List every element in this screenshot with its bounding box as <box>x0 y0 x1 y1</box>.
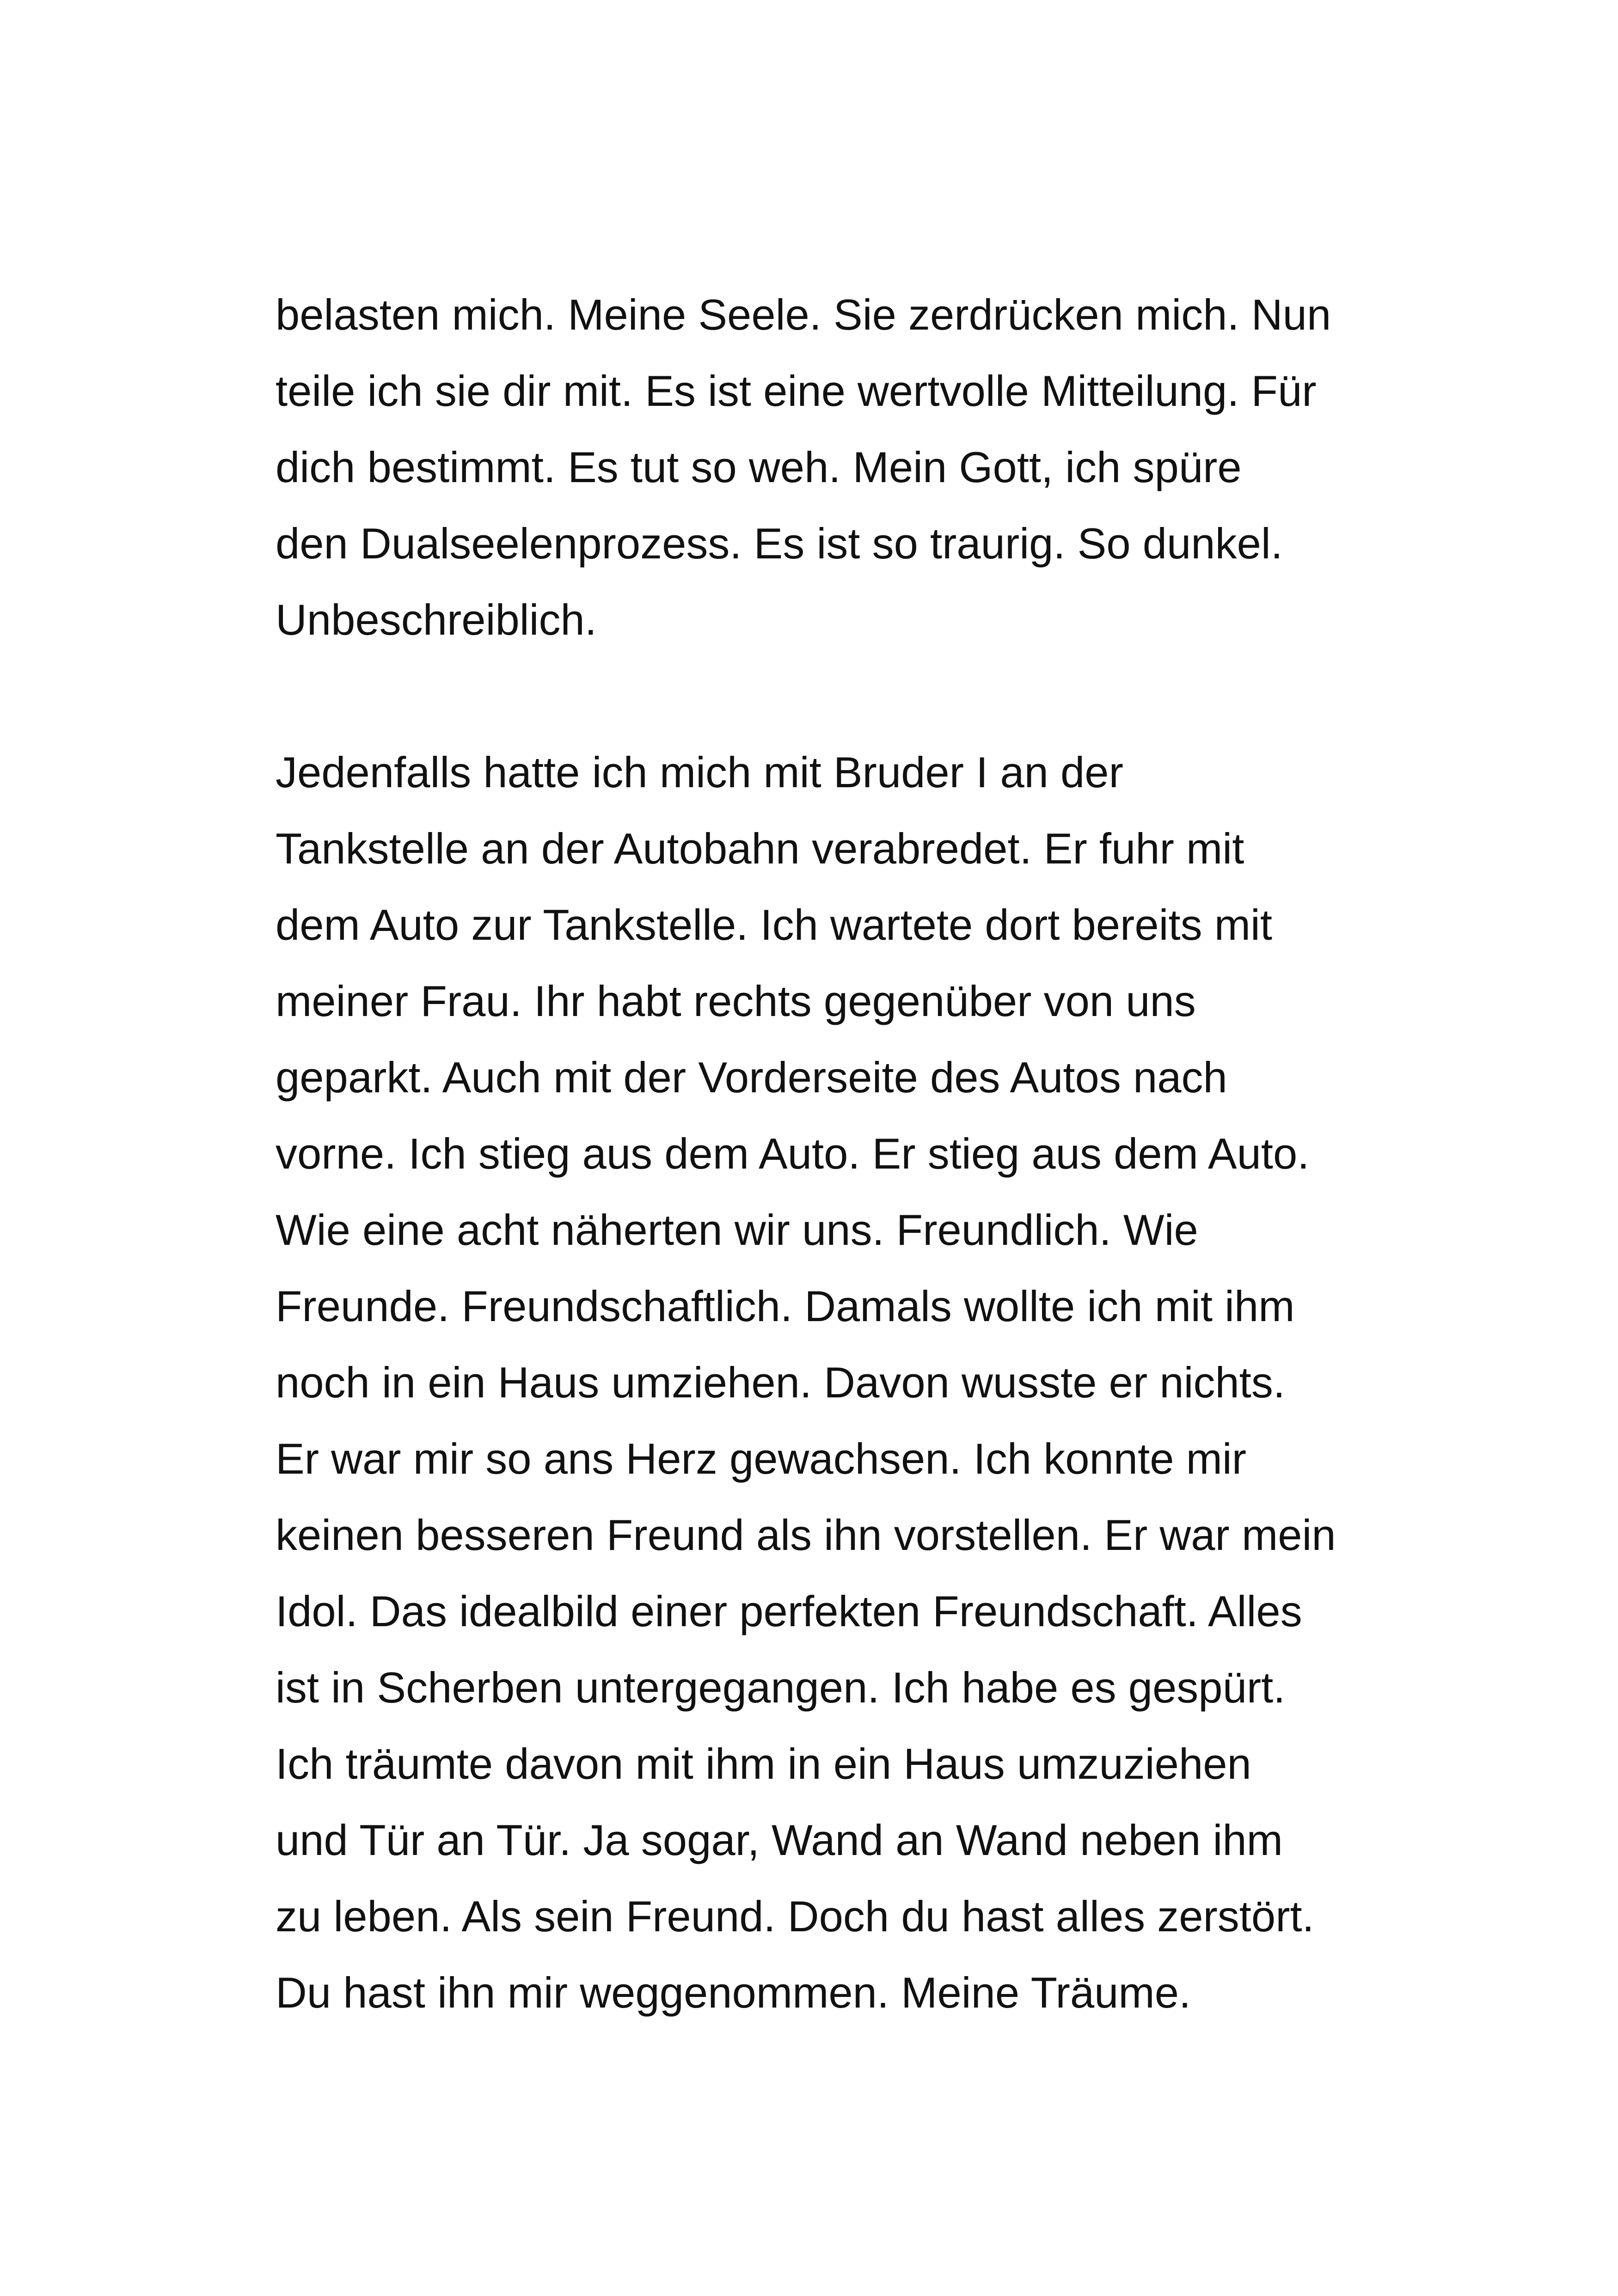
text-line: teile ich sie dir mit. Es ist eine wertvolle Mitteilung. Für <box>276 367 1317 415</box>
text-line: zu leben. Als sein Freund. Doch du hast alles zerstört. <box>276 1892 1314 1941</box>
text-line: Tankstelle an der Autobahn verabredet. Er fuhr mit <box>276 824 1244 873</box>
text-line: Jedenfalls hatte ich mich mit Bruder I an der <box>276 748 1123 796</box>
text-line: Freunde. Freundschaftlich. Damals wollte ich mit ihm <box>276 1282 1295 1330</box>
text-line: belasten mich. Meine Seele. Sie zerdrücken mich. Nun <box>276 290 1331 339</box>
text-line: und Tür an Tür. Ja sogar, Wand an Wand neben ihm <box>276 1816 1283 1864</box>
text-line: Ich träumte davon mit ihm in ein Haus umzuziehen <box>276 1739 1251 1788</box>
text-line: Unbeschreiblich. <box>276 595 597 644</box>
text-line: keinen besseren Freund als ihn vorstellen. Er war mein <box>276 1511 1336 1559</box>
text-line: Wie eine acht näherten wir uns. Freundlich. Wie <box>276 1206 1198 1254</box>
text-line: geparkt. Auch mit der Vorderseite des Autos nach <box>276 1053 1227 1102</box>
text-line: dich bestimmt. Es tut so weh. Mein Gott, ich spüre <box>276 443 1242 491</box>
text-line: Er war mir so ans Herz gewachsen. Ich konnte mir <box>276 1434 1247 1483</box>
text-line: noch in ein Haus umziehen. Davon wusste er nichts. <box>276 1358 1286 1407</box>
text-line: den Dualseelenprozess. Es ist so traurig. So dunkel. <box>276 519 1283 568</box>
paragraph-2 <box>276 734 1394 2031</box>
text-line: meiner Frau. Ihr habt rechts gegenüber von uns <box>276 977 1196 1025</box>
text-line: Du hast ihn mir weggenommen. Meine Träume. <box>276 1968 1191 2017</box>
text-line: Idol. Das idealbild einer perfekten Freundschaft. Alles <box>276 1587 1302 1635</box>
text-line: dem Auto zur Tankstelle. Ich wartete dort bereits mit <box>276 900 1273 949</box>
text-line: ist in Scherben untergegangen. Ich habe es gespürt. <box>276 1663 1286 1712</box>
text-line: vorne. Ich stieg aus dem Auto. Er stieg aus dem Auto. <box>276 1129 1310 1178</box>
paragraph-1 <box>276 276 1394 658</box>
